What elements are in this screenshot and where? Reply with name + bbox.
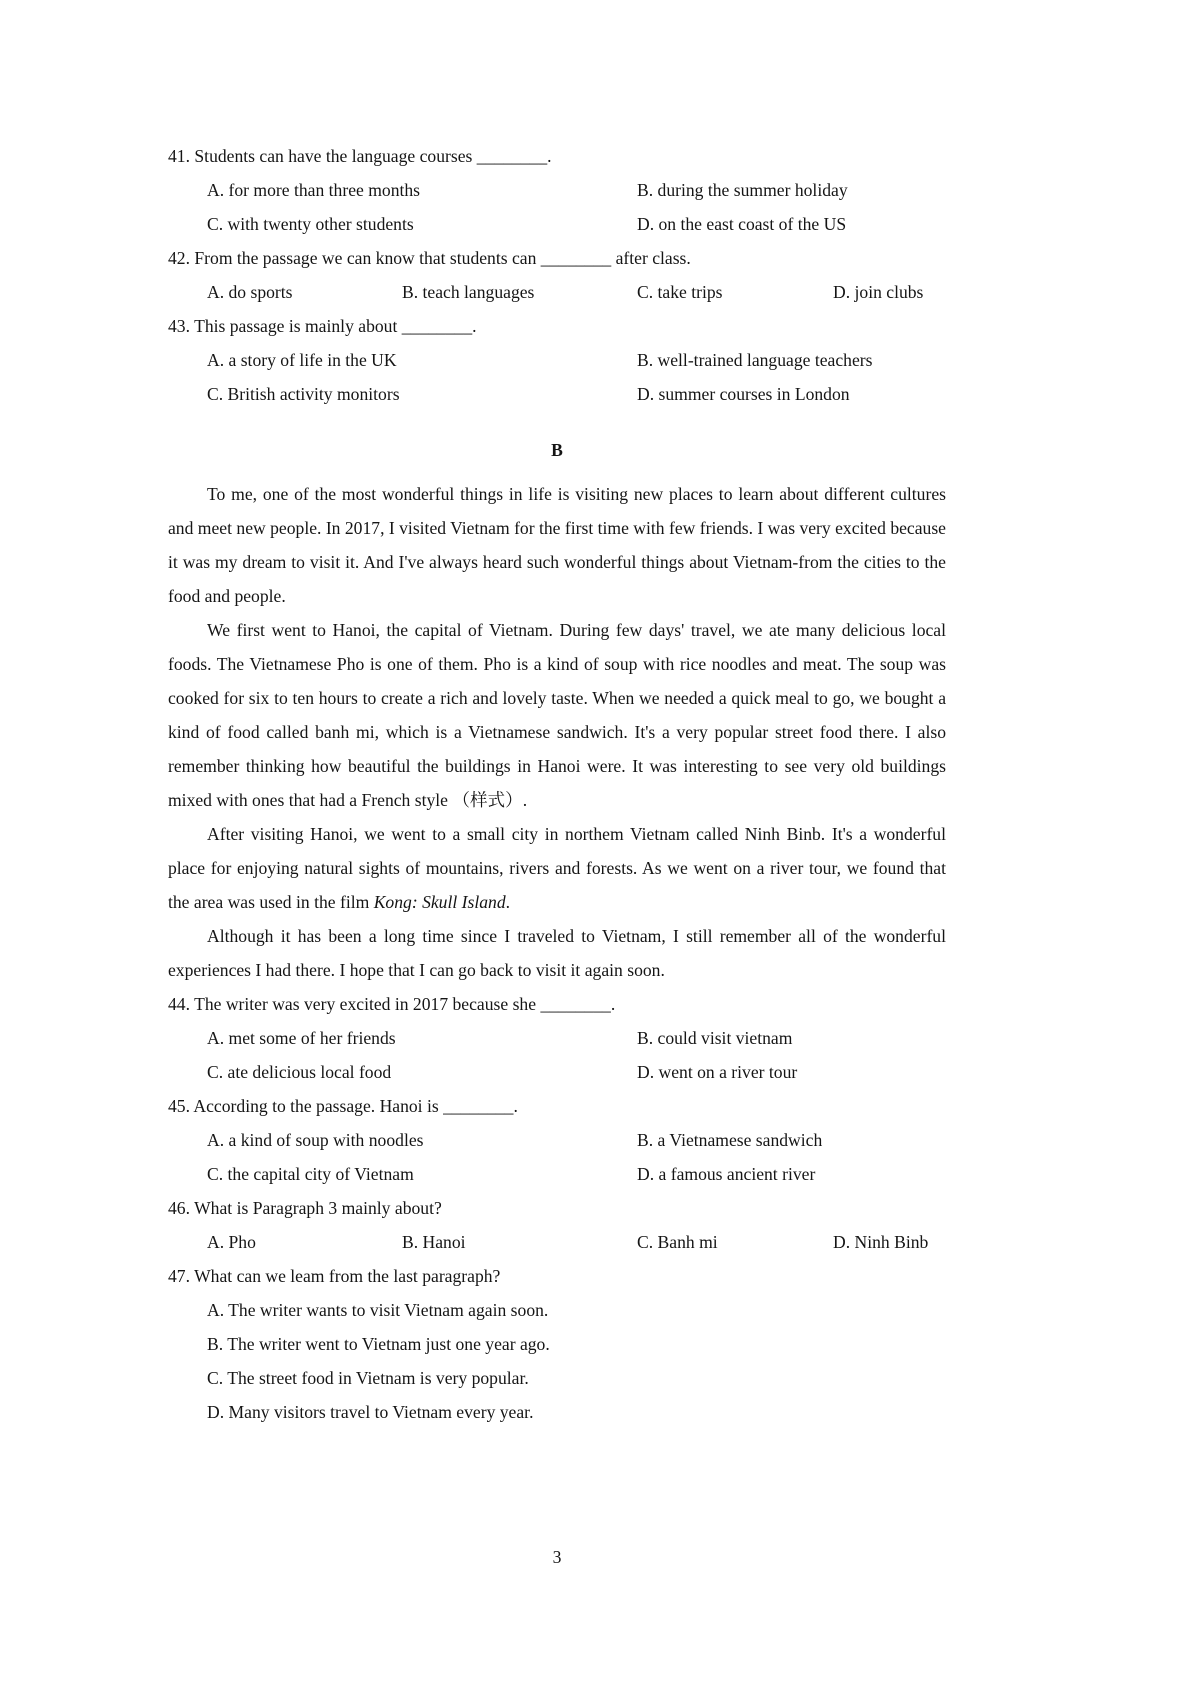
question-45-options-row-1: [168, 1123, 946, 1157]
question-46-options-row: [168, 1225, 946, 1259]
question-44-options-row-1: [168, 1021, 946, 1055]
question-42-option-c: C. take trips: [637, 282, 723, 302]
question-47-option-b: B. The writer went to Vietnam just one year ago.: [207, 1334, 550, 1354]
question-46-option-a: A. Pho: [207, 1232, 256, 1252]
paragraph-3-text-end: .: [505, 892, 511, 912]
passage-paragraph-3: [168, 817, 946, 919]
question-41-options-row-2: [168, 207, 946, 241]
question-43-options-row-1: [168, 343, 946, 377]
question-46-stem: 46. What is Paragraph 3 mainly about?: [168, 1198, 442, 1218]
question-44-option-c: C. ate delicious local food: [207, 1062, 392, 1082]
question-41-option-d: D. on the east coast of the US: [637, 214, 847, 234]
question-41-option-b: B. during the summer holiday: [637, 180, 848, 200]
question-47: [168, 1259, 946, 1429]
question-46-option-d: D. Ninh Binb: [833, 1232, 929, 1252]
question-43: [168, 309, 946, 411]
question-41-option-c: C. with twenty other students: [207, 214, 414, 234]
question-46: [168, 1191, 946, 1259]
page-number: 3: [552, 1547, 562, 1567]
question-41-stem: 41. Students can have the language courses ________.: [168, 146, 552, 166]
question-47-option-d: D. Many visitors travel to Vietnam every year.: [207, 1402, 534, 1422]
question-45-option-c: C. the capital city of Vietnam: [207, 1164, 414, 1184]
question-41-options-row-1: [168, 173, 946, 207]
question-42-option-d: D. join clubs: [833, 282, 924, 302]
question-44-option-b: B. could visit vietnam: [637, 1028, 793, 1048]
question-45-option-b: B. a Vietnamese sandwich: [637, 1130, 823, 1150]
question-43-option-c: C. British activity monitors: [207, 384, 400, 404]
question-43-option-d: D. summer courses in London: [637, 384, 850, 404]
question-42: [168, 241, 946, 309]
question-44-stem: 44. The writer was very excited in 2017 because she ________.: [168, 994, 616, 1014]
question-45-stem: 45. According to the passage. Hanoi is ________.: [168, 1096, 518, 1116]
question-44-options-row-2: [168, 1055, 946, 1089]
question-44-option-d: D. went on a river tour: [637, 1062, 798, 1082]
passage-paragraph-1: To me, one of the most wonderful things in life is visiting new places to learn about different cultures and meet new people. In 2017, I visited Vietnam for the first time with few friends. I was very excited because it was my dream to visit it. And I've always heard such wonderful things about Vietnam-from the cities to the food and people.: [168, 484, 946, 606]
question-46-option-b: B. Hanoi: [402, 1232, 466, 1252]
question-45-options-row-2: [168, 1157, 946, 1191]
question-41-option-a: A. for more than three months: [207, 180, 421, 200]
passage-paragraph-4: Although it has been a long time since I traveled to Vietnam, I still remember all of the wonderful experiences I had there. I hope that I can go back to visit it again soon.: [168, 926, 946, 980]
question-47-option-a: A. The writer wants to visit Vietnam again soon.: [207, 1300, 549, 1320]
page-content: [168, 139, 946, 1429]
question-43-stem: 43. This passage is mainly about ________.: [168, 316, 477, 336]
question-45-option-a: A. a kind of soup with noodles: [207, 1130, 424, 1150]
paragraph-3-text: After visiting Hanoi, we went to a small city in northem Vietnam called Ninh Binb. It's a wonderful place for enjoying natural sights of mountains, rivers and forests. As we went on a river tour, we found that the area was used in the film: [168, 824, 946, 912]
question-44-option-a: A. met some of her friends: [207, 1028, 396, 1048]
question-46-option-c: C. Banh mi: [637, 1232, 718, 1252]
paragraph-3-film-title: Kong: Skull Island: [373, 892, 506, 912]
question-41: [168, 139, 946, 241]
question-42-option-a: A. do sports: [207, 282, 293, 302]
question-47-option-c: C. The street food in Vietnam is very popular.: [207, 1368, 529, 1388]
passage-paragraph-2: We first went to Hanoi, the capital of Vietnam. During few days' travel, we ate many delicious local foods. The Vietnamese Pho is one of them. Pho is a kind of soup with rice noodles and meat. The soup was cooked for six to ten hours to create a rich and lovely taste. When we needed a quick meal to go, we bought a kind of food called banh mi, which is a Vietnamese sandwich. It's a very popular street food there. I also remember thinking how beautiful the buildings in Hanoi were. It was interesting to see very old buildings mixed with ones that had a French style （样式）.: [168, 620, 946, 810]
question-42-stem: 42. From the passage we can know that students can ________ after class.: [168, 248, 691, 268]
question-43-option-b: B. well-trained language teachers: [637, 350, 873, 370]
question-42-options-row: [168, 275, 946, 309]
question-43-option-a: A. a story of life in the UK: [207, 350, 397, 370]
question-45-option-d: D. a famous ancient river: [637, 1164, 816, 1184]
question-43-options-row-2: [168, 377, 946, 411]
section-b-heading: B: [551, 440, 563, 460]
question-42-option-b: B. teach languages: [402, 282, 535, 302]
question-44: [168, 987, 946, 1089]
question-45: [168, 1089, 946, 1191]
question-47-stem: 47. What can we leam from the last paragraph?: [168, 1266, 501, 1286]
